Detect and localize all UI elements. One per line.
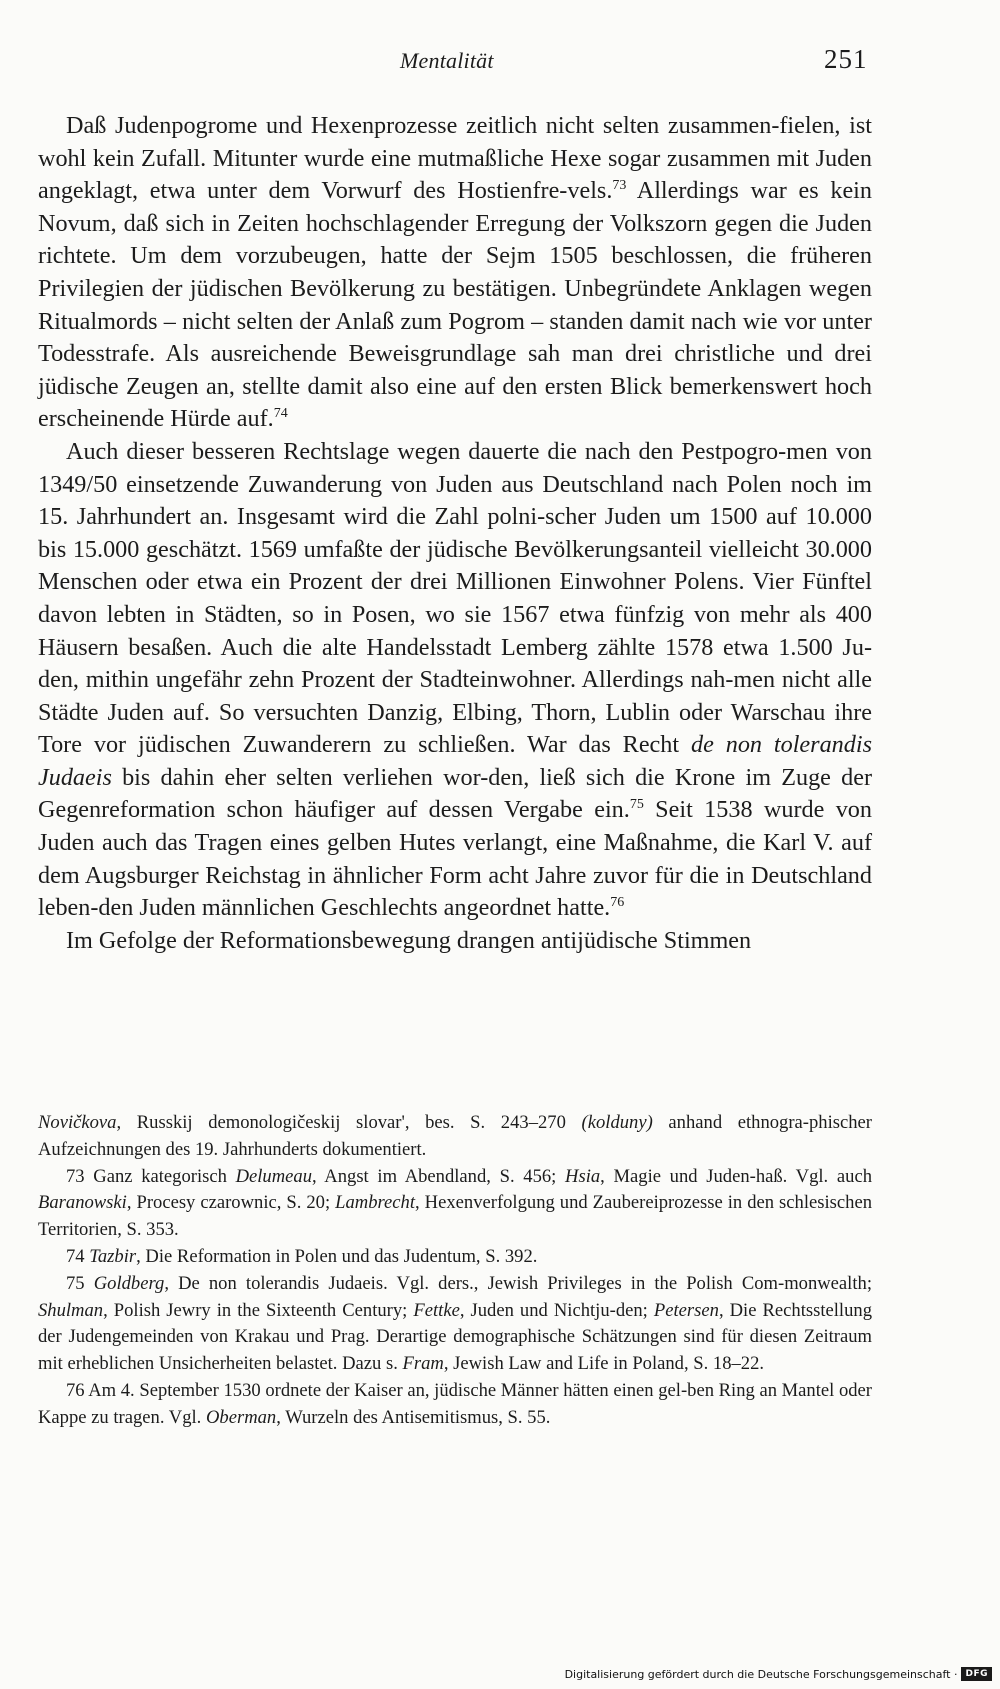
footnote-number: 76	[66, 1379, 85, 1401]
footnote-number: 75	[66, 1272, 85, 1294]
paragraph-text: bis dahin eher selten verliehen wor-den, ließ sich die Krone im Zuge der Gegenreformation schon häufiger auf dessen Vergabe ein.	[38, 763, 872, 824]
footnote-author: Fettke	[413, 1299, 460, 1321]
footnote-text: , Jewish Law and Life in Poland, S. 18–22.	[443, 1353, 765, 1375]
footnote-author: Baranowski	[38, 1192, 127, 1214]
paragraph-2	[38, 436, 872, 925]
footnote-ref-73[interactable]: 73	[612, 178, 627, 194]
paragraph-text: Auch dieser besseren Rechtslage wegen dauerte die nach den Pestpogro-men von 1349/50 einsetzende Zuwanderung von Juden aus Deutschland nach Polen noch im 15. Jahrhundert an. Insgesamt wird die Zahl polni-scher Juden um 1500 auf 10.000 bis 15.000 geschätzt. 1569 umfaßte der jüdische Bevölkerungsanteil vielleicht 30.000 Menschen oder etwa ein Prozent der drei Millionen Einwohner Polens. Vier Fünftel davon lebten in Städten, so in Posen, wo sie 1567 etwa fünfzig von mehr als 400 Häusern besaßen. Auch die alte Handelsstadt Lemberg zählte 1578 etwa 1.500 Ju-den, mithin ungefähr zehn Prozent der Stadteinwohner. Allerdings nah-men nicht alle Städte Juden auf. So versuchten Danzig, Elbing, Thorn, Lublin oder Warschau ihre Tore vor jüdischen Zuwanderern zu schließen. War das Recht	[38, 437, 872, 759]
footnote-term: (kolduny)	[581, 1112, 653, 1133]
footnote-text: , Hexenverfolgung und Zaubereiprozesse in den schlesischen Territorien, S. 353.	[38, 1192, 872, 1241]
footnote-text: , Die Reformation in Polen und das Judentum, S. 392.	[136, 1245, 538, 1267]
footnote-number: 74	[66, 1245, 85, 1267]
main-text	[38, 110, 872, 957]
dfg-logo: DFG	[961, 1667, 992, 1681]
footnote-author: Goldberg	[93, 1272, 165, 1294]
footnote-75	[38, 1271, 872, 1378]
paragraph-text: Allerdings war es kein Novum, daß sich in Zeiten hochschlagender Erregung der Volkszorn gegen die Juden richtete. Um dem vorzubeugen, hatte der Sejm 1505 beschlossen, die früheren Privilegien der jüdischen Bevölkerung zu bestätigen. Unbegründete Anklagen wegen Ritualmords – nicht selten der Anlaß zum Pogrom – standen damit nach wie vor unter Todesstrafe. Als ausreichende Beweisgrundlage sah man drei christliche und drei jüdische Zeugen an, stellte damit also eine auf den ersten Blick bemerkenswert hoch erscheinende Hürde auf.	[38, 177, 872, 433]
footnote-author: Shulman	[38, 1299, 104, 1321]
footnote-author: Fram	[402, 1353, 444, 1375]
paragraph-3: Im Gefolge der Reformationsbewegung drangen antijüdische Stimmen	[66, 926, 752, 954]
footnote-author: Tazbir	[89, 1245, 137, 1267]
footnote-number: 73	[66, 1165, 85, 1187]
footnote-73	[38, 1164, 872, 1244]
latin-phrase: de non tolerandis Judaeis	[38, 731, 872, 791]
footnote-author: Hsia	[565, 1165, 601, 1187]
page-header	[0, 44, 1000, 88]
footnote-text	[85, 1273, 94, 1294]
footnote-text: , Russkij demonologičeskij slovar', bes. S. 243–270	[116, 1112, 582, 1133]
footnote-text: , Procesy czarownic, S. 20;	[126, 1192, 336, 1214]
footnote-author: Lambrecht	[335, 1192, 416, 1214]
footnote-text: , Die Rechtsstellung der Judengemeinden von Krakau und Prag. Derartige demographische Schätzungen sind für diesen Zeitraum mit erheblichen Unsicherheiten belastet. Dazu s.	[38, 1299, 872, 1375]
footnote-text: , Polish Jewry in the Sixteenth Century;	[103, 1299, 414, 1321]
footnote-74	[38, 1244, 872, 1271]
paragraph-text: Daß Judenpogrome und Hexenprozesse zeitlich nicht selten zusammen-fielen, ist wohl kein Zufall. Mitunter wurde eine mutmaßliche Hexe sogar zusammen mit Juden angeklagt, etwa unter dem Vorwurf des Hostienfre-vels.	[38, 112, 872, 205]
page-number: 251	[824, 44, 868, 74]
digitization-credit	[565, 1665, 992, 1683]
footnote-text: , Wurzeln des Antisemitismus, S. 55.	[276, 1406, 551, 1428]
paragraph-1	[38, 110, 872, 436]
footnote-author: Novičkova	[38, 1112, 117, 1133]
footnote-76	[38, 1378, 872, 1432]
footnote-text: , De non tolerandis Judaeis. Vgl. ders., Jewish Privileges in the Polish Com-monwealth;	[164, 1272, 872, 1294]
footnote-text: Ganz kategorisch	[84, 1165, 236, 1187]
footnote-continuation	[38, 1110, 872, 1164]
footnotes	[38, 1110, 872, 1432]
footnote-text: Am 4. September 1530 ordnete der Kaiser an, jüdische Männer hätten einen gel-ben Ring an Mantel oder Kappe zu tragen. Vgl.	[38, 1379, 873, 1428]
footnote-text: , Juden und Nichtju-den;	[459, 1299, 654, 1321]
paragraph-text: Seit 1538 wurde von Juden auch das Tragen eines gelben Hutes verlangt, eine Maßnahme, die Karl V. auf dem Augsburger Reichstag in ähnlicher Form acht Jahre zuvor für die in Deutschland leben-den Juden männlichen Geschlechts angeordnet hatte.	[38, 796, 872, 922]
footnote-author: Petersen	[653, 1299, 719, 1321]
footnote-text: anhand ethnogra-phischer Aufzeichnungen des 19. Jahrhunderts dokumentiert.	[38, 1112, 872, 1160]
footnote-ref-74[interactable]: 74	[273, 406, 288, 422]
footnote-ref-76[interactable]: 76	[610, 895, 625, 911]
footnote-ref-75[interactable]: 75	[629, 797, 644, 813]
footnote-author: Oberman	[205, 1406, 277, 1428]
footnote-text: , Angst im Abendland, S. 456;	[312, 1165, 566, 1187]
running-title: Mentalität	[400, 48, 494, 73]
credit-text: Digitalisierung gefördert durch die Deutsche Forschungsgemeinschaft ·	[564, 1667, 958, 1681]
footnote-text: , Magie und Juden-haß. Vgl. auch	[600, 1165, 872, 1187]
footnote-author: Delumeau	[235, 1165, 312, 1187]
